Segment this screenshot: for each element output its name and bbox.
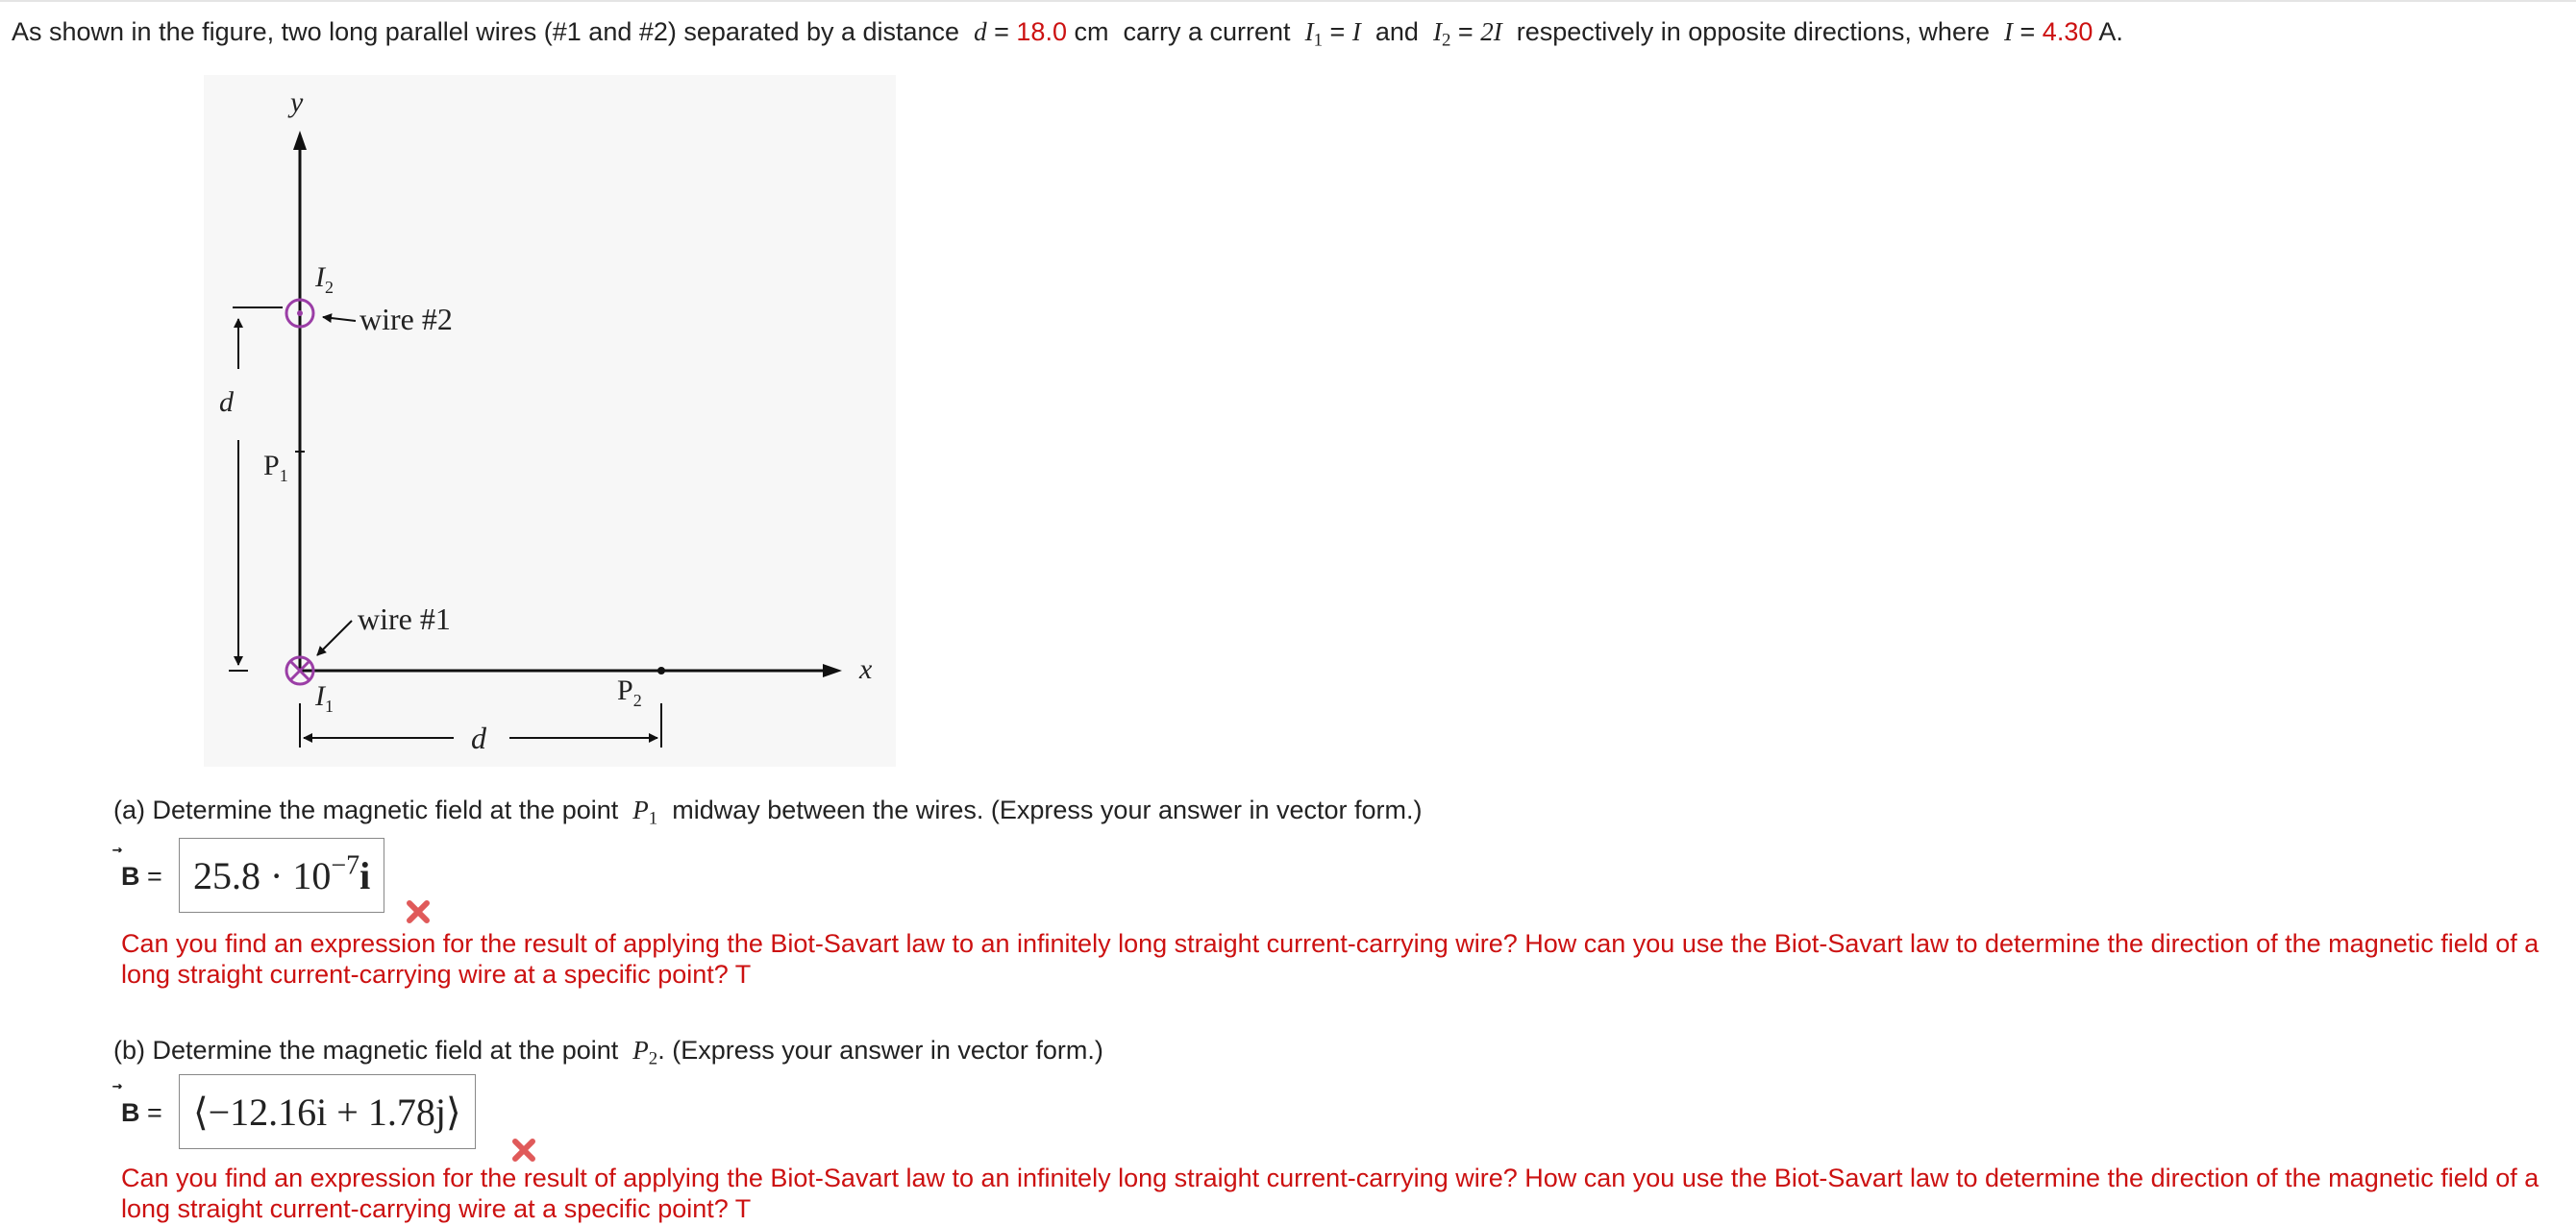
i-value: 4.30 [2042, 17, 2093, 46]
problem-text-1: As shown in the figure, two long parallel wires (#1 and #2) separated by a distance [12, 17, 960, 46]
part-a-text-2: midway between the wires. (Express your answer in vector form.) [672, 796, 1423, 824]
equals-sign: = [1457, 17, 1474, 46]
i1-subscript: 1 [1313, 30, 1324, 51]
part-a-b-letter: B [121, 862, 140, 891]
p2-figure-subscript: 2 [632, 691, 642, 710]
d-bottom-label: d [471, 721, 486, 755]
i2-subscript: 2 [1441, 30, 1451, 51]
part-b-text-2: . (Express your answer in vector form.) [657, 1036, 1103, 1065]
i1-figure-subscript: 1 [325, 697, 334, 716]
part-a-answer-mantissa: 25.8 · 10 [193, 854, 332, 897]
d-value: 18.0 [1016, 17, 1067, 46]
part-a-text-1: (a) Determine the magnetic field at the point [113, 796, 619, 824]
incorrect-x-icon [511, 1138, 536, 1163]
i2-symbol: I [1432, 17, 1442, 46]
wire2-pointer [323, 317, 356, 321]
wire1-label: wire #1 [358, 601, 451, 636]
part-a-answer-input[interactable] [179, 838, 384, 913]
x-axis-label: x [859, 653, 873, 685]
d-left-label: d [219, 386, 234, 418]
i1-rhs: I [1351, 17, 1361, 46]
wire2-dot [297, 310, 303, 316]
equals-sign: = [994, 17, 1009, 46]
equals-sign: = [2019, 17, 2036, 46]
y-axis-arrowhead [293, 131, 307, 150]
part-a-p-symbol: P [632, 796, 649, 824]
part-b-b-symbol [121, 1093, 140, 1132]
d-symbol: d [974, 17, 987, 46]
p1-figure-symbol: P [263, 450, 280, 481]
p2-figure-label [617, 676, 642, 709]
problem-text-3: respectively in opposite directions, where [1516, 17, 1990, 46]
part-b-text-1: (b) Determine the magnetic field at the point [113, 1036, 619, 1065]
y-axis-label: y [290, 86, 304, 118]
diagram-drawing [204, 75, 896, 767]
wires-diagram [204, 75, 896, 767]
problem-statement [12, 13, 2549, 50]
i2-figure-subscript: 2 [325, 278, 334, 297]
wire1-pointer [317, 621, 352, 655]
part-b-hint: Can you find an expression for the result of applying the Biot-Savart law to an infinitely long straight current-carrying wire? How can you use the Biot-Savart law to determine the direction of the magnetic field of a long straight current-carrying wire at a specific point? T [121, 1164, 2539, 1223]
p1-figure-label [263, 452, 288, 484]
part-b-equals: = [147, 1098, 162, 1127]
i-symbol: I [2003, 17, 2013, 46]
i1-figure-symbol: I [315, 680, 325, 712]
p2-figure-symbol: P [617, 674, 633, 706]
equals-sign: = [1329, 17, 1346, 46]
part-b-p-subscript: 2 [648, 1048, 658, 1069]
part-b-b-letter: B [121, 1098, 140, 1127]
d-unit: cm [1074, 17, 1109, 46]
x-axis-arrowhead [823, 664, 842, 677]
i1-symbol: I [1304, 17, 1314, 46]
wire2-label: wire #2 [359, 302, 453, 336]
part-a-hint: Can you find an expression for the result of applying the Biot-Savart law to an infinitely long straight current-carrying wire? How can you use the Biot-Savart law to determine the direction of the magnetic field of a long straight current-carrying wire at a specific point? T [121, 929, 2539, 989]
part-b-question [113, 1032, 1103, 1068]
problem-text-2: carry a current [1123, 17, 1291, 46]
part-a-question [113, 792, 1423, 828]
part-a-answer-exponent: −7 [331, 850, 360, 881]
i2-figure-symbol: I [315, 261, 325, 293]
i2-figure-label [315, 263, 334, 296]
part-b-answer-value: ⟨−12.16i + 1.78j⟩ [193, 1091, 461, 1134]
incorrect-x-icon [406, 899, 431, 924]
p2-point [657, 667, 665, 674]
part-a-p-subscript: 1 [648, 808, 658, 829]
i1-figure-label [315, 682, 334, 715]
and-word: and [1375, 17, 1419, 46]
part-a-equals: = [147, 862, 162, 891]
p1-figure-subscript: 1 [279, 466, 288, 485]
part-b-answer-input[interactable] [179, 1074, 476, 1149]
part-b-p-symbol: P [632, 1036, 649, 1065]
i-unit: A. [2098, 17, 2123, 46]
part-a-b-vector-label [121, 857, 179, 895]
part-a-answer-unit: i [359, 854, 371, 897]
top-divider [0, 0, 2576, 2]
part-a-b-symbol [121, 857, 140, 895]
part-b-b-vector-label [121, 1093, 179, 1132]
i2-rhs: 2I [1480, 17, 1502, 46]
